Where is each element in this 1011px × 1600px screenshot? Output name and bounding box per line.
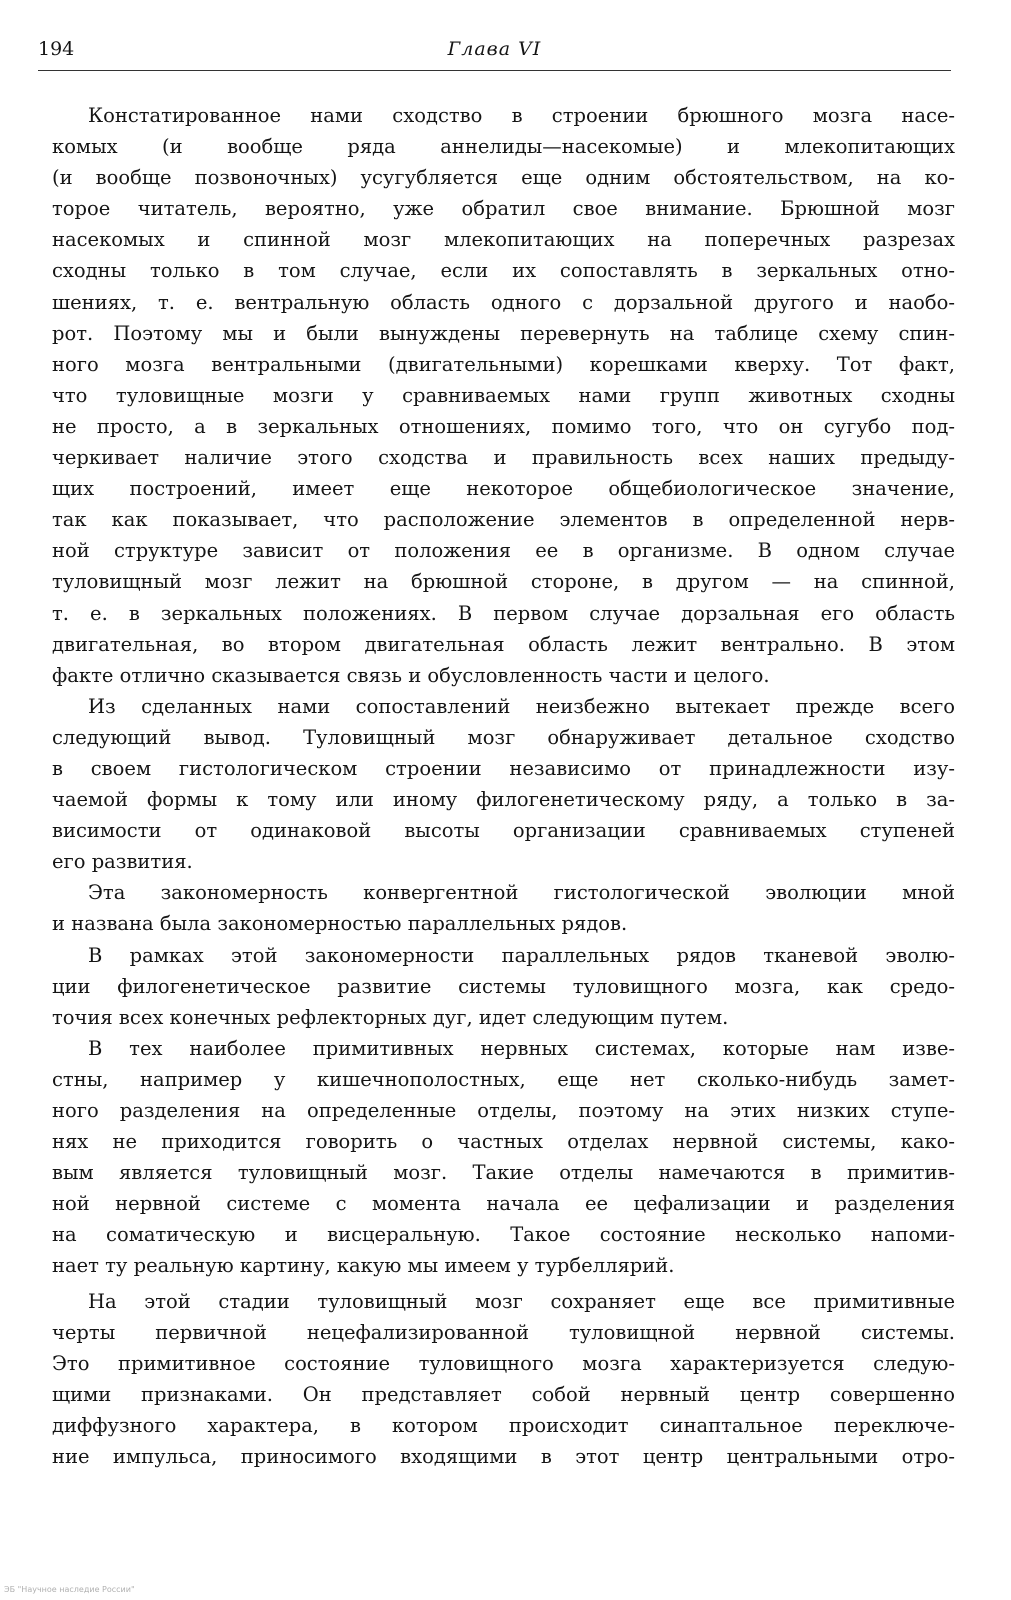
text-line: ции филогенетическое развитие системы туловищного мозга, как средо- (52, 974, 955, 998)
running-head (38, 38, 951, 66)
text-line: стны, например у кишечнополостных, еще нет сколько-нибудь замет- (52, 1067, 955, 1091)
text-line: точия всех конечных рефлекторных дуг, идет следующим путем. (52, 1005, 729, 1029)
text-line: так как показывает, что расположение элементов в определенной нерв- (52, 508, 955, 532)
text-line: сходны только в том случае, если их сопоставлять в зеркальных отно- (52, 259, 955, 283)
text-line: в своем гистологическом строении независимо от принадлежности изу- (52, 756, 955, 780)
text-line: черты первичной нецефализированной туловищной нервной системы. (52, 1320, 955, 1344)
text-line: черкивает наличие этого сходства и правильность всех наших предыду- (52, 446, 955, 470)
text-line: комых (и вообще ряда аннелиды—насекомые) и млекопитающих (52, 135, 955, 159)
text-line: висимости от одинаковой высоты организации сравниваемых ступеней (52, 819, 955, 843)
chapter-title: Глава VI (447, 38, 542, 60)
footer-watermark: ЭБ "Научное наследие России" (4, 1585, 135, 1594)
text-line: На этой стадии туловищный мозг сохраняет еще все примитивные (88, 1289, 955, 1313)
text-line: Из сделанных нами сопоставлений неизбежно вытекает прежде всего (88, 694, 955, 718)
text-line: ного разделения на определенные отделы, поэтому на этих низких ступе- (52, 1099, 955, 1122)
text-line: факте отлично сказывается связь и обусловленность части и целого. (52, 663, 770, 687)
text-line: и названа была закономерностью параллельных рядов. (52, 912, 628, 936)
text-line: не просто, а в зеркальных отношениях, помимо того, что он сугубо под- (52, 414, 955, 438)
text-line: нает ту реальную картину, какую мы имеем у турбеллярий. (52, 1254, 675, 1278)
text-line: вым является туловищный мозг. Такие отделы намечаются в примитив- (52, 1161, 955, 1185)
header-rule (38, 70, 951, 71)
text-line: шениях, т. е. вентральную область одного с дорзальной другого и наобо- (52, 290, 955, 314)
text-line: Эта закономерность конвергентной гистологической эволюции мной (88, 881, 955, 905)
text-line: ной структуре зависит от положения ее в организме. В одном случае (52, 539, 955, 563)
text-line: В рамках этой закономерности параллельных рядов тканевой эволю- (88, 943, 955, 967)
page-number: 194 (38, 38, 75, 60)
body-text (52, 100, 955, 1472)
text-line: ного мозга вентральными (двигательными) корешками кверху. Тот факт, (52, 352, 955, 376)
text-line: что туловищные мозги у сравниваемых нами групп животных сходны (52, 383, 955, 407)
text-line: щих построений, имеет еще некоторое общебиологическое значение, (52, 477, 955, 501)
text-line: туловищный мозг лежит на брюшной стороне, в другом — на спинной, (52, 570, 955, 594)
text-line: ной нервной системе с момента начала ее цефализации и разделения (52, 1192, 955, 1216)
text-line: его развития. (52, 850, 193, 874)
text-line: Констатированное нами сходство в строении брюшного мозга насе- (88, 104, 955, 127)
text-line: торое читатель, вероятно, уже обратил свое внимание. Брюшной мозг (52, 197, 955, 221)
text-line: следующий вывод. Туловищный мозг обнаруживает детальное сходство (52, 725, 955, 749)
text-line: на соматическую и висцеральную. Такое состояние несколько напоми- (52, 1223, 955, 1247)
text-line: насекомых и спинной мозг млекопитающих на поперечных разрезах (52, 228, 955, 252)
text-line: чаемой формы к тому или иному филогенетическому ряду, а только в за- (52, 788, 955, 812)
text-line: диффузного характера, в котором происходит синаптальное переключе- (52, 1413, 955, 1437)
text-line: нях не приходится говорить о частных отделах нервной системы, како- (52, 1130, 955, 1154)
text-line: рот. Поэтому мы и были вынуждены перевернуть на таблице схему спин- (52, 321, 955, 345)
text-line: щими признаками. Он представляет собой нервный центр совершенно (52, 1382, 955, 1406)
text-line: т. е. в зеркальных положениях. В первом случае дорзальная его область (52, 601, 955, 625)
text-line: двигательная, во втором двигательная область лежит вентрально. В этом (52, 632, 955, 656)
text-line: В тех наиболее примитивных нервных системах, которые нам изве- (88, 1036, 955, 1060)
text-line: (и вообще позвоночных) усугубляется еще одним обстоятельством, на ко- (52, 166, 955, 190)
text-line: Это примитивное состояние туловищного мозга характеризуется следую- (52, 1351, 955, 1375)
text-line: ние импульса, приносимого входящими в этот центр центральными отро- (52, 1445, 955, 1469)
